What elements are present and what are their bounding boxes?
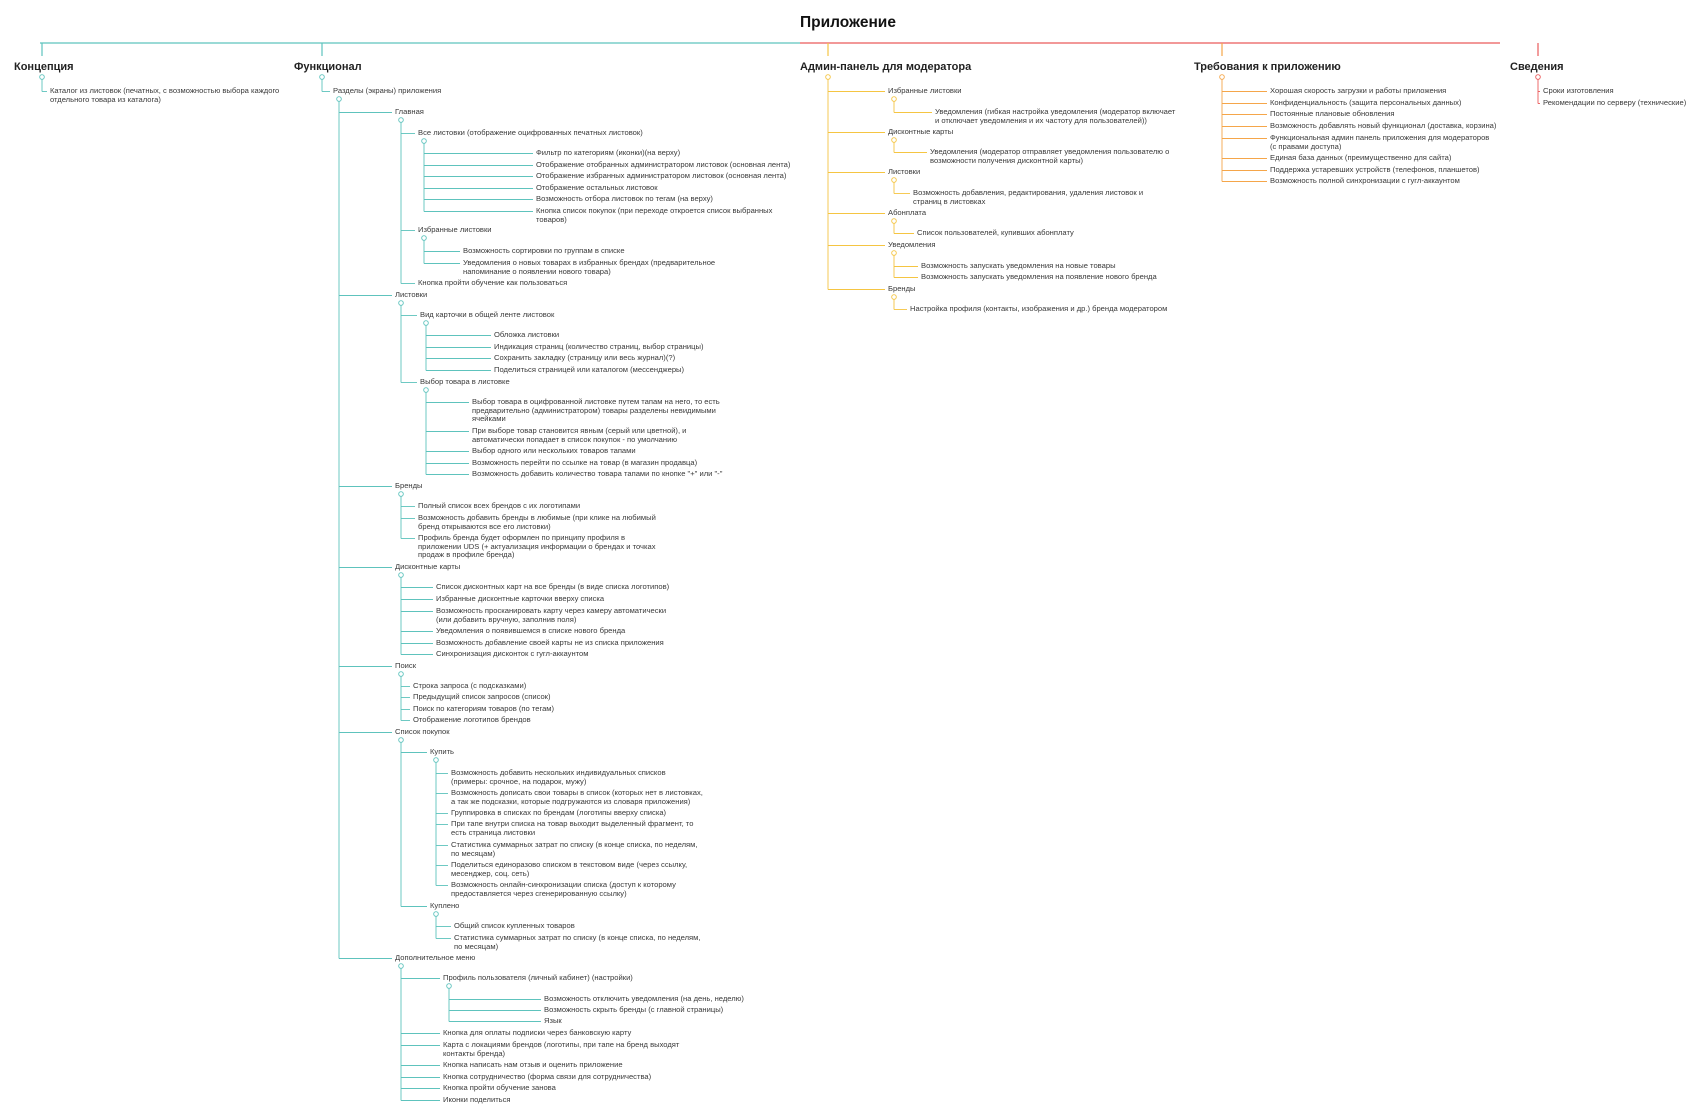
collapse-dot <box>892 219 897 224</box>
map-node[interactable]: Возможность онлайн-синхронизации списка (доступ к которому предоставляется через сгенерированную ссылку) <box>451 880 676 898</box>
map-node[interactable]: Иконки поделиться <box>443 1095 511 1104</box>
map-node[interactable]: Возможность дописать свои товары в список (которых нет в листовках, а так же подсказки, которые подгружаются из словаря приложения) <box>451 788 703 806</box>
map-node[interactable]: Кнопка для оплаты подписки через банковскую карту <box>443 1028 632 1037</box>
map-node[interactable]: Листовки <box>395 290 428 299</box>
collapse-dot <box>434 758 439 763</box>
map-node[interactable]: Кнопка написать нам отзыв и оценить приложение <box>443 1060 623 1069</box>
collapse-dot <box>399 964 404 969</box>
map-node[interactable]: Возможность запускать уведомления на новые товары <box>921 261 1116 270</box>
map-node[interactable]: Разделы (экраны) приложения <box>333 86 442 95</box>
collapse-dot <box>892 178 897 183</box>
collapse-dot <box>424 321 429 326</box>
collapse-dot <box>399 492 404 497</box>
collapse-dot <box>434 912 439 917</box>
map-node[interactable]: Кнопка сотрудничество (форма связи для сотрудничества) <box>443 1072 652 1081</box>
map-node[interactable]: Уведомления (модератор отправляет уведомления пользователю о возможности получения дисконтной карты) <box>930 147 1170 165</box>
map-node[interactable]: Общий список купленных товаров <box>454 921 575 930</box>
map-node[interactable]: Возможность добавить нескольких индивидуальных списков (примеры: срочное, на подарок, мужу) <box>451 768 666 786</box>
map-node[interactable]: Карта с локациями брендов (логотипы, при тапе на бренд выходят контакты бренда) <box>443 1040 680 1058</box>
section-title[interactable]: Требования к приложению <box>1194 61 1341 73</box>
map-node[interactable]: Куплено <box>430 901 460 910</box>
map-node[interactable]: Кнопка список покупок (при переходе откроется список выбранных товаров) <box>536 206 773 224</box>
map-node[interactable]: Список покупок <box>395 727 450 736</box>
section-title[interactable]: Функционал <box>294 61 362 73</box>
section-title[interactable]: Сведения <box>1510 61 1564 73</box>
collapse-dot <box>422 139 427 144</box>
map-node[interactable]: Возможность добавление своей карты не из списка приложения <box>436 638 664 647</box>
map-node[interactable]: Возможность запускать уведомления на появление нового бренда <box>921 272 1157 281</box>
map-node[interactable]: Отображение избранных администратором листовок (основная лента) <box>536 171 787 180</box>
map-node[interactable]: Функциональная админ панель приложения для модераторов (с правами доступа) <box>1270 133 1490 151</box>
map-node[interactable]: Профиль пользователя (личный кабинет) (настройки) <box>443 973 633 982</box>
map-node[interactable]: Возможность отбора листовок по тегам (на верху) <box>536 194 713 203</box>
map-node[interactable]: Рекомендации по серверу (технические) <box>1543 98 1687 107</box>
map-node[interactable]: Кнопка пройти обучение как пользоваться <box>418 278 568 287</box>
map-node[interactable]: Обложка листовки <box>494 330 560 339</box>
map-node[interactable]: Возможность добавления, редактирования, удаления листовок и страниц в листовках <box>913 188 1144 206</box>
map-node[interactable]: Предыдущий список запросов (список) <box>413 692 551 701</box>
collapse-dot <box>447 984 452 989</box>
map-node[interactable]: Выбор товара в оцифрованной листовке путем тапам на него, то есть предварительно (администратором) товары разделены невидимыми ячейками <box>472 397 720 424</box>
map-node[interactable]: Бренды <box>395 481 423 490</box>
map-node[interactable]: Возможность сортировки по группам в списке <box>463 246 625 255</box>
map-node[interactable]: Возможность перейти по ссылке на товар (в магазин продавца) <box>472 458 698 467</box>
map-node[interactable]: Единая база данных (преимущественно для сайта) <box>1270 153 1452 162</box>
map-node[interactable]: Бренды <box>888 284 916 293</box>
map-node[interactable]: Профиль бренда будет оформлен по принципу профиля в приложении UDS (+ актуализация информации о брендах и точках продаж в профиле бренда) <box>418 533 656 560</box>
map-node[interactable]: Поиск по категориям товаров (по тегам) <box>413 704 555 713</box>
map-node[interactable]: Выбор одного или нескольких товаров тапами <box>472 446 636 455</box>
map-node[interactable]: Статистика суммарных затрат по списку (в конце списка, по неделям, по месяцам) <box>451 840 698 858</box>
map-node[interactable]: Статистика суммарных затрат по списку (в конце списка, по неделям, по месяцам) <box>454 933 701 951</box>
map-node[interactable]: Отображение остальных листовок <box>536 183 658 192</box>
collapse-dot <box>399 301 404 306</box>
map-node[interactable]: При тапе внутри списка на товар выходит выделенный фрагмент, то есть страница листовки <box>451 819 694 837</box>
map-node[interactable]: Полный список всех брендов с их логотипами <box>418 501 581 510</box>
collapse-dot <box>892 97 897 102</box>
map-node[interactable]: Поделиться страницей или каталогом (мессенджеры) <box>494 365 685 374</box>
map-node[interactable]: Избранные дисконтные карточки вверху списка <box>436 594 605 603</box>
map-node[interactable]: Возможность отключить уведомления (на день, неделю) <box>544 994 744 1003</box>
map-node[interactable]: Возможность просканировать карту через камеру автоматически (или добавить вручную, заполнив поля) <box>436 606 667 624</box>
map-node[interactable]: При выборе товар становится явным (серый или цветной), и автоматически попадает в список покупок - по умолчанию <box>472 426 687 444</box>
map-node[interactable]: Абонплата <box>888 208 927 217</box>
map-node[interactable]: Уведомления <box>888 240 936 249</box>
map-node[interactable]: Постоянные плановые обновления <box>1270 109 1395 118</box>
section-title[interactable]: Концепция <box>14 61 74 73</box>
collapse-dot <box>892 251 897 256</box>
map-node[interactable]: Уведомления о новых товарах в избранных брендах (предварительное напоминание о появлении нового товара) <box>463 258 716 276</box>
map-node[interactable]: Вид карточки в общей ленте листовок <box>420 310 555 319</box>
map-node[interactable]: Отображение отобранных администратором листовок (основная лента) <box>536 160 791 169</box>
map-node[interactable]: Сохранить закладку (страницу или весь журнал)(?) <box>494 353 676 362</box>
collapse-dot <box>424 388 429 393</box>
collapse-dot <box>399 738 404 743</box>
map-node[interactable]: Возможность добавить количество товара тапами по кнопке "+" или "-" <box>472 469 723 478</box>
map-node[interactable]: Сроки изготовления <box>1543 86 1614 95</box>
map-node[interactable]: Поделиться единоразово списком в текстовом виде (через ссылку, месенджер, соц. сеть) <box>451 860 688 878</box>
collapse-dot <box>1536 75 1541 80</box>
map-node[interactable]: Синхронизация дисконток с гугл-аккаунтом <box>436 649 589 658</box>
map-node[interactable]: Хорошая скорость загрузки и работы приложения <box>1270 86 1447 95</box>
map-node[interactable]: Список дисконтных карт на все бренды (в виде списка логотипов) <box>436 582 670 591</box>
map-node[interactable]: Список пользователей, купивших абонплату <box>917 228 1074 237</box>
map-node[interactable]: Конфиденциальность (защита персональных данных) <box>1270 98 1462 107</box>
map-node[interactable]: Главная <box>395 107 424 116</box>
section-title[interactable]: Админ-панель для модератора <box>800 61 972 73</box>
map-node[interactable]: Выбор товара в листовке <box>420 377 510 386</box>
map-node[interactable]: Все листовки (отображение оцифрованных печатных листовок) <box>418 128 643 137</box>
map-node[interactable]: Купить <box>430 747 455 756</box>
map-node[interactable]: Группировка в списках по брендам (логотипы вверху списка) <box>451 808 667 817</box>
collapse-dot <box>826 75 831 80</box>
collapse-dot <box>892 295 897 300</box>
collapse-dot <box>399 118 404 123</box>
map-node[interactable]: Настройка профиля (контакты, изображения и др.) бренда модератором <box>910 304 1168 313</box>
map-node[interactable]: Отображение логотипов брендов <box>413 715 531 724</box>
map-node[interactable]: Строка запроса (с подсказками) <box>413 681 527 690</box>
map-node[interactable]: Уведомления (гибкая настройка уведомления (модератор включает и отключает уведомления и их частоту для пользователей)) <box>935 107 1176 125</box>
map-node[interactable]: Индикация страниц (количество страниц, выбор страницы) <box>494 342 704 351</box>
collapse-dot <box>40 75 45 80</box>
map-node[interactable]: Избранные листовки <box>418 225 492 234</box>
map-node[interactable]: Избранные листовки <box>888 86 962 95</box>
map-node[interactable]: Поиск <box>395 661 417 670</box>
collapse-dot <box>320 75 325 80</box>
collapse-dot <box>422 236 427 241</box>
map-node[interactable]: Уведомления о появившемся в списке нового бренда <box>436 626 626 635</box>
map-node[interactable]: Поддержка устаревших устройств (телефонов, планшетов) <box>1270 165 1480 174</box>
map-node[interactable]: Язык <box>544 1016 562 1025</box>
map-node[interactable]: Возможность добавить бренды в любимые (при клике на любимый бренд открываются все его листовки) <box>418 513 656 531</box>
collapse-dot <box>399 573 404 578</box>
root-node[interactable]: Приложение <box>800 14 896 31</box>
map-node[interactable]: Дисконтные карты <box>888 127 954 136</box>
map-node[interactable]: Каталог из листовок (печатных, с возможностью выбора каждого отдельного товара из каталога) <box>50 86 280 104</box>
map-node[interactable]: Фильтр по категориям (иконки)(на верху) <box>536 148 681 157</box>
collapse-dot <box>337 97 342 102</box>
map-node[interactable]: Возможность скрыть бренды (с главной страницы) <box>544 1005 724 1014</box>
map-node[interactable]: Листовки <box>888 167 921 176</box>
collapse-dot <box>1220 75 1225 80</box>
collapse-dot <box>399 672 404 677</box>
map-node[interactable]: Возможность полной синхронизации с гугл-аккаунтом <box>1270 176 1460 185</box>
map-node[interactable]: Дополнительное меню <box>395 953 476 962</box>
collapse-dot <box>892 138 897 143</box>
map-node[interactable]: Возможность добавлять новый функционал (доставка, корзина) <box>1270 121 1497 130</box>
map-node[interactable]: Дисконтные карты <box>395 562 461 571</box>
map-node[interactable]: Кнопка пройти обучение занова <box>443 1083 556 1092</box>
